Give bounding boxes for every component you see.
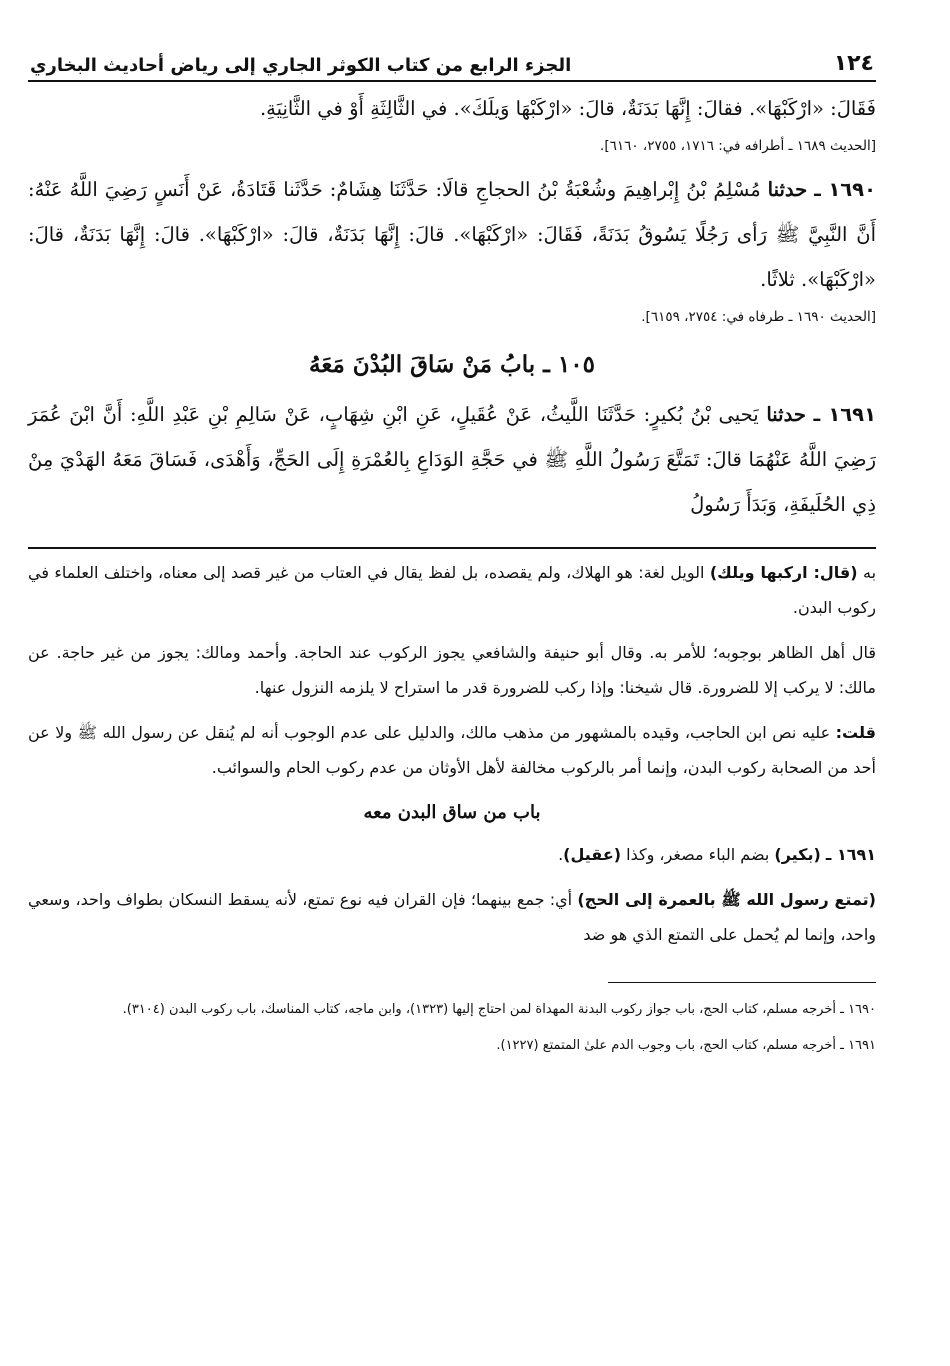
commentary-4-number: ١٦٩١ ـ — [825, 845, 876, 864]
book-page — [28, 38, 876, 1061]
commentary-4-text-2: . — [558, 845, 564, 864]
commentary-4-text-1: بضم الباء مصغر، وكذا — [626, 845, 770, 864]
commentary-1-keyword: (قال: اركبها ويلك) — [709, 563, 858, 582]
hadith-text-section — [28, 86, 876, 527]
hadith-1691-narrator-word: حدثنا — [766, 403, 806, 426]
page-number: ١٢٤ — [833, 51, 874, 76]
hadith-1690-text: مُسْلِمُ بْنُ إِبْراهِيمَ وشُعْبَةُ بْنُ الحجاجِ قالَا: حَدَّثَنَا هِشَامٌ: حَدَّثَنا قَتَادَةُ، عَنْ أَنَسٍ رَضِيَ اللَّهُ عَنْهُ: أَنَّ النَّبِيَّ ﷺ رَأى رَجُلًا يَسُوقُ بَدَنَةً، فَقَالَ: «ارْكَبْهَا». قالَ: إِنَّهَا بَدَنَةٌ، قالَ: «ارْكَبْهَا». قالَ: إِنَّهَا بَدَنَةٌ، قالَ: «ارْكَبْهَا». ثلاثًا. — [28, 178, 876, 291]
commentary-paragraph-5 — [28, 882, 876, 952]
commentary-3-text: عليه نص ابن الحاجب، وقيده بالمشهور من مذهب مالك، والدليل على عدم الوجوب أنه لم يُنقل عن رسول الله ﷺ ولا عن أحد من الصحابة ركوب البدن، وإنما أمر بالركوب مخالفة لأهل الأوثان من عدم ركوب الحام والسوائب. — [28, 723, 876, 777]
page-header — [28, 38, 876, 82]
commentary-chapter-heading: باب من ساق البدن معه — [363, 802, 541, 823]
commentary-divider — [28, 547, 876, 549]
commentary-1-text: الويل لغة: هو الهلاك، ولم يقصده، بل لفظ يقال في العتاب من غير قصد إلى معناه، واختلف العلماء في ركوب البدن. — [28, 563, 876, 617]
commentary-4-keyword-1: (بكير) — [774, 845, 821, 864]
chapter-heading: ١٠٥ ـ بابُ مَنْ سَاقَ البُدْنَ مَعَهُ — [309, 351, 595, 378]
hadith-1690-number: ١٦٩٠ ـ — [814, 178, 876, 201]
commentary-1-prefix: به — [863, 563, 877, 582]
commentary-5-text: أي: جمع بينهما؛ فإن القران فيه نوع تمتع، لأنه يسقط النسكان بطواف واحد، وسعي واحد، وإنما لم يُحمل على التمتع الذي هو ضد — [28, 890, 876, 944]
running-title: الجزء الرابع من كتاب الكوثر الجاري إلى رياض أحاديث البخاري — [30, 55, 572, 76]
hadith-1689-reference: [الحديث ١٦٨٩ ـ أطرافه في: ١٧١٦، ٢٧٥٥، ٦١٦٠]. — [600, 138, 876, 154]
commentary-3-keyword: قلت: — [835, 723, 876, 742]
footnote-separator — [608, 982, 876, 983]
footnote-1690: ١٦٩٠ ـ أخرجه مسلم، كتاب الحج، باب جواز ركوب البدنة المهداة لمن احتاج إليها (١٣٢٣)، وابن ماجه، كتاب المناسك، باب ركوب البدن (٣١٠٤). — [122, 1002, 876, 1017]
hadith-1690-reference: [الحديث ١٦٩٠ ـ طرفاه في: ٢٧٥٤، ٦١٥٩]. — [641, 309, 876, 325]
hadith-1691-number: ١٦٩١ ـ — [813, 403, 876, 426]
commentary-section — [28, 555, 876, 952]
hadith-1690 — [28, 167, 876, 302]
hadith-1691-text: يَحيى بْنُ بُكيرٍ: حَدَّثَنَا اللَّيثُ، عَنْ عُقَيلٍ، عَنِ ابْنِ شِهَابٍ، عَنْ سَالِمِ بْنِ عَبْدِ اللَّهِ: أَنَّ ابْنَ عُمَرَ رَضِيَ اللَّهُ عَنْهُمَا قالَ: تَمَتَّعَ رَسُولُ اللَّهِ ﷺ في حَجَّةِ الوَدَاعِ بِالعُمْرَةِ إِلَى الحَجِّ، وَأَهْدَى، فَسَاقَ مَعَهُ الهَدْيَ مِنْ ذِي الحُلَيفَةِ، وَبَدَأَ رَسُولُ — [28, 403, 876, 516]
commentary-paragraph-4 — [28, 837, 876, 872]
footnotes-section — [28, 995, 876, 1061]
commentary-paragraph-3 — [28, 715, 876, 785]
hadith-1689-continuation: فَقَالَ: «ارْكَبْهَا». فقالَ: إِنَّهَا بَدَنَةٌ، قالَ: «ارْكَبْهَا وَيلَكَ». في الثَّالِثَةِ أَوْ في الثَّانِيَةِ. — [259, 97, 876, 120]
hadith-1690-narrator-word: حدثنا — [767, 178, 808, 201]
commentary-5-keyword: (تمتع رسول الله ﷺ بالعمرة إلى الحج) — [577, 890, 876, 909]
footnote-1691: ١٦٩١ ـ أخرجه مسلم، كتاب الحج، باب وجوب الدم علىٰ المتمتع (١٢٢٧). — [496, 1038, 876, 1053]
commentary-4-keyword-2: (عقيل) — [563, 845, 622, 864]
commentary-paragraph-1 — [28, 555, 876, 625]
commentary-paragraph-2: قال أهل الظاهر بوجوبه؛ للأمر به. وقال أبو حنيفة والشافعي يجوز الركوب عند الحاجة. وأحمد ومالك: يجوز من غير حاجة. عن مالك: لا يركب إلا للضرورة. قال شيخنا: وإذا ركب للضرورة قدر ما استراح لا يلزمه النزول عنها. — [28, 643, 876, 697]
hadith-1691 — [28, 392, 876, 527]
